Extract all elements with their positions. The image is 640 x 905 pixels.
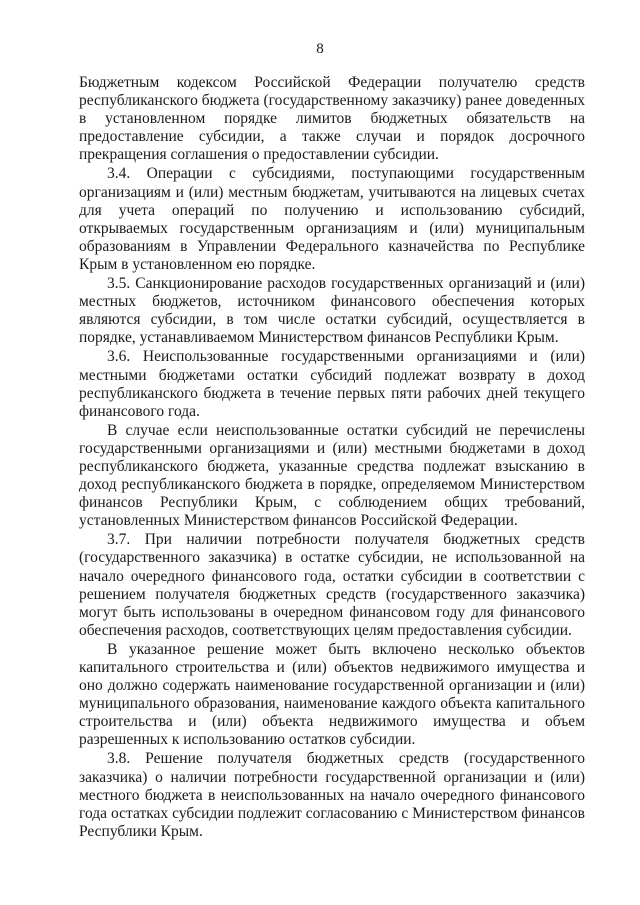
paragraph-3-7-decision-content: В указанное решение может быть включено несколько объектов капитального строительства и (или) объектов недвижимого имущества и оно должно содержать наименование государственной организации и (или) муниципального образования, наименование каждого объекта капитального строительства и (или) объекта недвижимого имущества и объем разрешенных к использованию остатков субсидии.: [79, 640, 585, 749]
paragraph-3-6-recovery: В случае если неиспользованные остатки субсидий не перечислены государственными организациями и (или) местными бюджетами в доход республиканского бюджета, указанные средства подлежат взысканию в доход республиканского бюджета в порядке, определяемом Министерством финансов Республики Крым, с соблюдением общих требований, установленных Министерством финансов Российской Федерации.: [79, 421, 585, 530]
document-body: [79, 74, 585, 841]
paragraph-3-5: 3.5. Санкционирование расходов государственных организаций и (или) местных бюджетов, источником финансового обеспечения которых являются субсидии, в том числе остатки субсидий, осуществляется в порядке, устанавливаемом Министерством финансов Республики Крым.: [79, 275, 585, 347]
paragraph-3-6: 3.6. Неиспользованные государственными организациями и (или) местными бюджетами остатки субсидий подлежат возврату в доход республиканского бюджета в течение первых пяти рабочих дней текущего финансового года.: [79, 348, 585, 420]
paragraph-budget-code-continuation: Бюджетным кодексом Российской Федерации получателю средств республиканского бюджета (государственному заказчику) ранее доведенных в установленном порядке лимитов бюджетных обязательств на предоставление субсидии, а также случаи и порядок досрочного прекращения соглашения о предоставлении субсидии.: [79, 74, 585, 164]
paragraph-3-8: 3.8. Решение получателя бюджетных средств (государственного заказчика) о наличии потребности государственной организации и (или) местного бюджета в неиспользованных на начало очередного финансового года остатках субсидии подлежит согласованию с Министерством финансов Республики Крым.: [79, 750, 585, 840]
paragraph-3-7: 3.7. При наличии потребности получателя бюджетных средств (государственного заказчика) в остатке субсидии, не использованной на начало очередного финансового года, остатки субсидии в соответствии с решением получателя бюджетных средств (государственного заказчика) могут быть использованы в очередном финансовом году для финансового обеспечения расходов, соответствующих целям предоставления субсидии.: [79, 531, 585, 639]
page-number: 8: [316, 41, 324, 57]
paragraph-3-4: 3.4. Операции с субсидиями, поступающими государственным организациям и (или) местным бюджетам, учитываются на лицевых счетах для учета операций по получению и использованию субсидий, открываемых государственным организациям и (или) муниципальным образованиям в Управлении Федерального казначейства по Республике Крым в установленном ею порядке.: [79, 165, 585, 273]
